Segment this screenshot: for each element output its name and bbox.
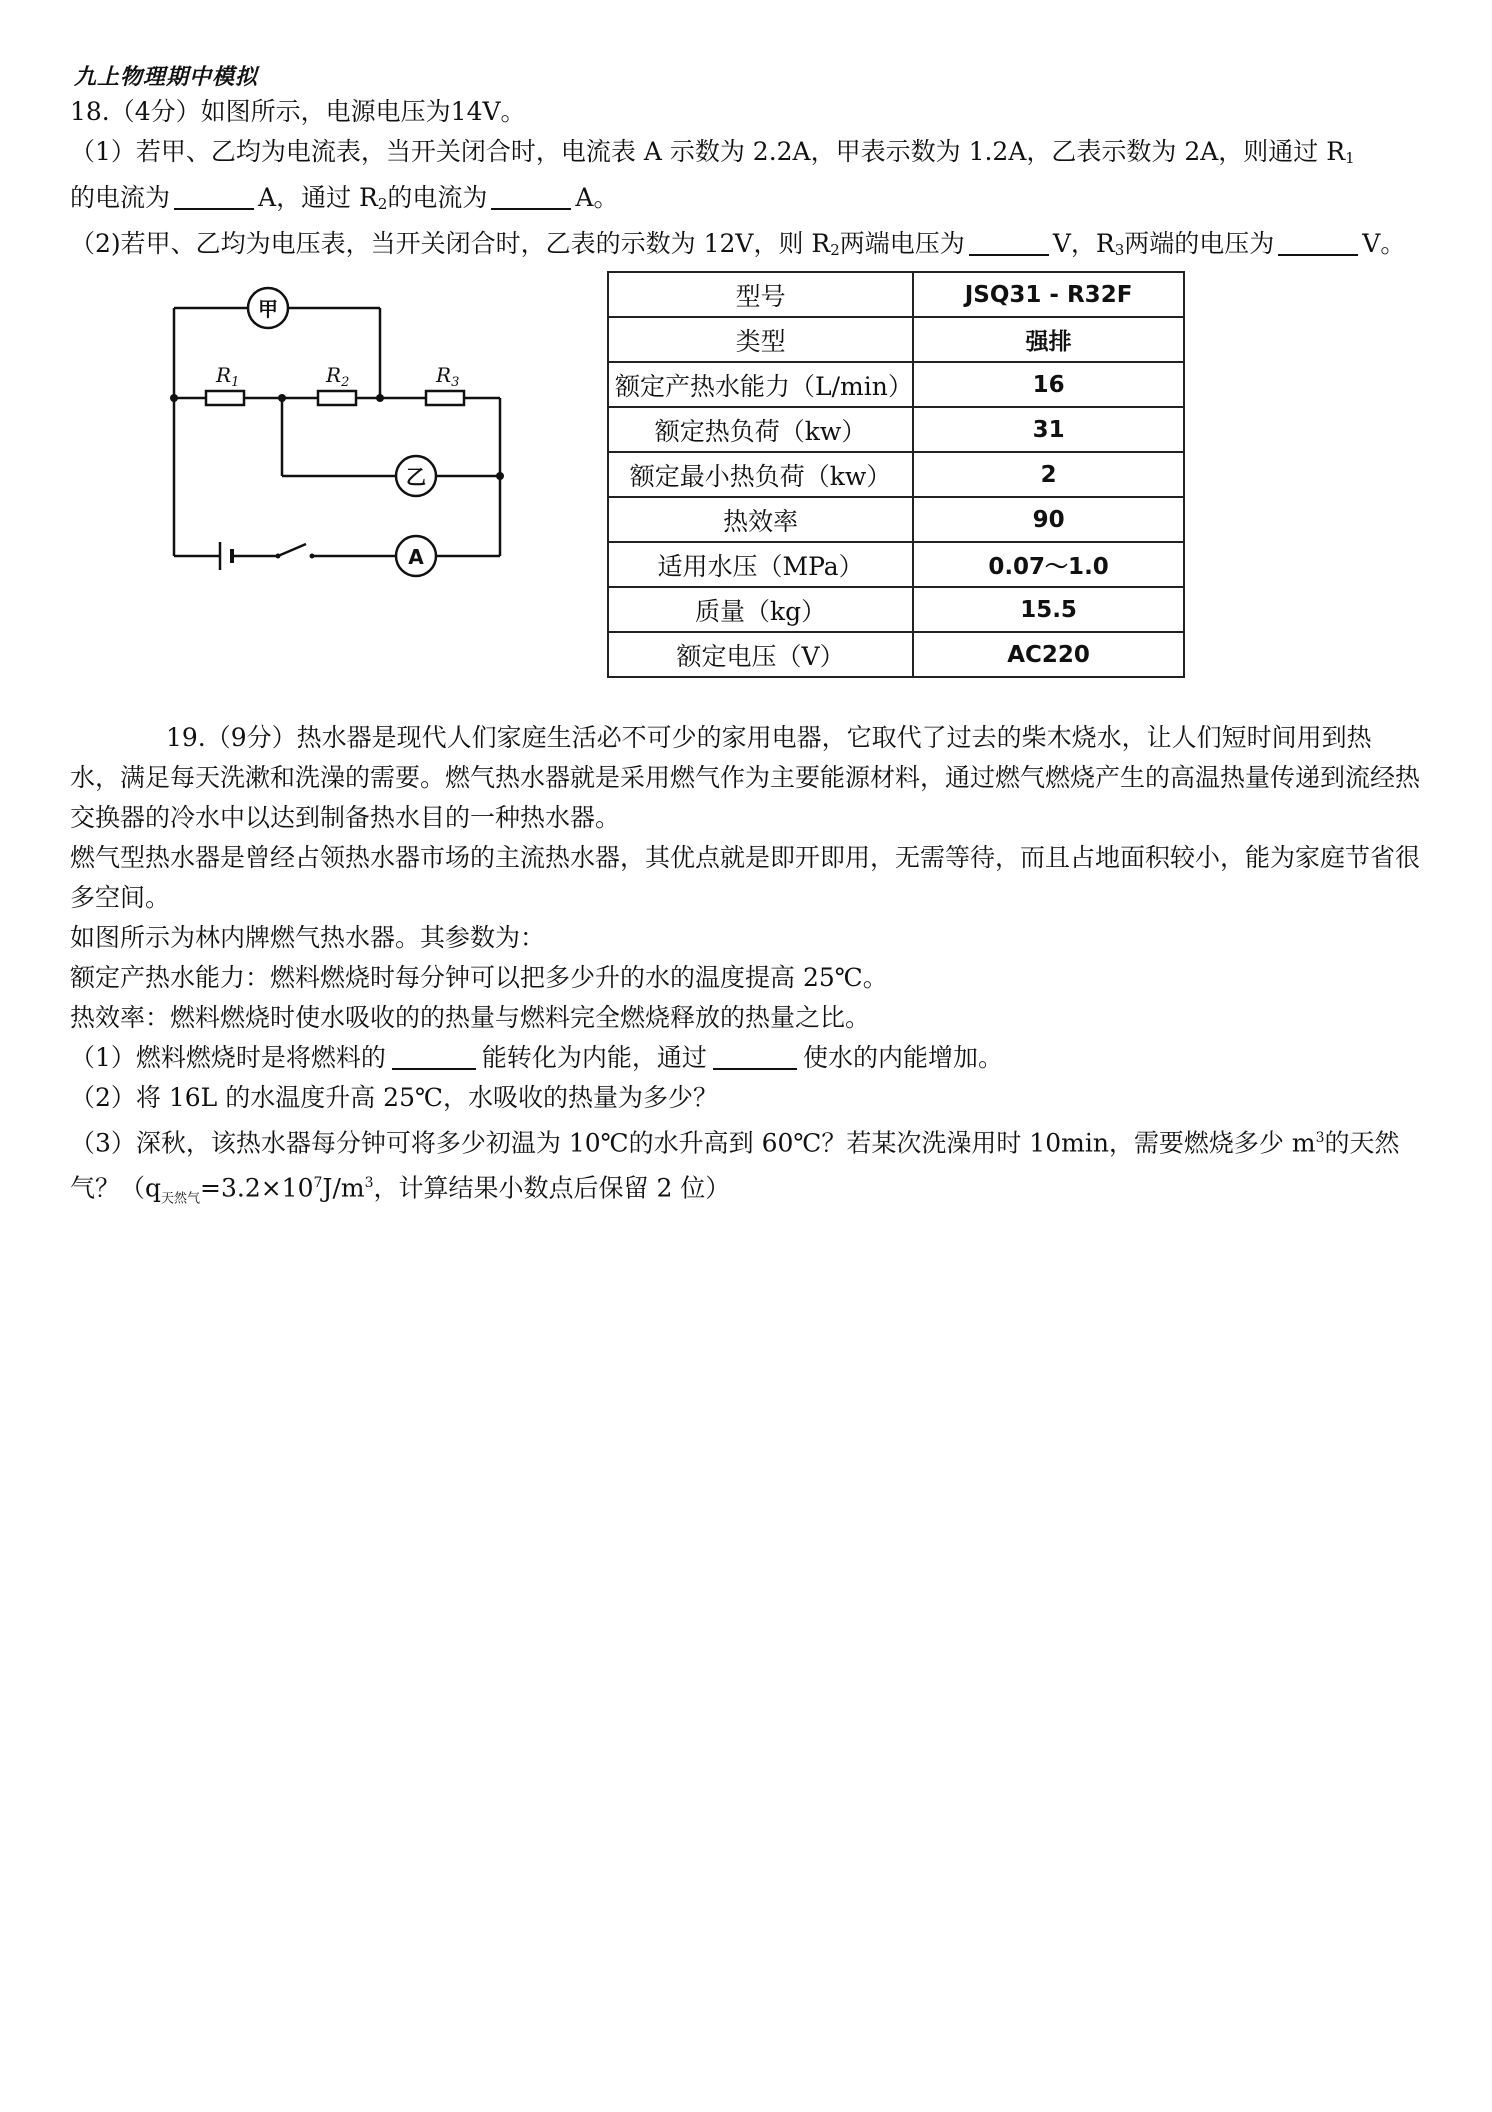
resistor-r1	[206, 391, 244, 405]
q19-para5: 热效率：燃料燃烧时使水吸收的的热量与燃料完全燃烧释放的热量之比。	[70, 1003, 871, 1032]
q19-item1-text-a: （1）燃料燃烧时是将燃料的	[70, 1043, 386, 1072]
q19-item3-sup: 3	[1315, 1130, 1325, 1146]
label-r1: R	[216, 363, 232, 387]
spec-row	[608, 272, 1184, 317]
label-r2-sub: 2	[341, 375, 350, 390]
q18-p1-text-c: A，通过 R	[258, 183, 378, 212]
meter-yi-label: 乙	[406, 465, 426, 489]
q19-blank-2[interactable]	[713, 1042, 797, 1070]
q19-para2: 燃气型热水器是曾经占领热水器市场的主流热水器，其优点就是即开即用，无需等待，而且占地面积较小，能为家庭节省很多空间。	[70, 843, 1421, 912]
svg-text:R1	[215, 363, 239, 390]
q18-part1-line2	[70, 178, 1430, 224]
junction-dot	[376, 394, 384, 402]
spec-key: 型号	[608, 272, 913, 317]
spec-key: 额定电压（V）	[608, 632, 913, 677]
q18-p1-text-b: 的电流为	[70, 183, 171, 212]
junction-dot	[278, 394, 286, 402]
q19-item3-text-b: 的天然气？（q	[70, 1128, 1400, 1203]
page-header: 九上物理期中模拟	[74, 65, 259, 90]
spec-value: 强排	[913, 317, 1184, 362]
spec-value: 15.5	[913, 587, 1184, 632]
question-18	[70, 92, 1430, 270]
label-r3-sub: 3	[451, 375, 460, 390]
q19-para3: 如图所示为林内牌燃气热水器。其参数为：	[70, 923, 546, 952]
q19-item3-text-e: ，计算结果小数点后保留 2 位）	[373, 1173, 731, 1203]
resistor-r2	[318, 391, 356, 405]
spec-row	[608, 632, 1184, 677]
spec-row	[608, 317, 1184, 362]
junction-dot	[170, 394, 178, 402]
q18-blank-3[interactable]	[969, 228, 1049, 256]
svg-text:R2	[325, 363, 349, 390]
spec-value: 31	[913, 407, 1184, 452]
spec-row	[608, 452, 1184, 497]
spec-row	[608, 542, 1184, 587]
q18-p2-sub-r3: 3	[1114, 241, 1125, 259]
svg-text:R3	[435, 363, 459, 390]
q19-item3-text-c: =3.2×10	[200, 1173, 314, 1203]
spec-row	[608, 407, 1184, 452]
spec-value: 90	[913, 497, 1184, 542]
meter-jia-label: 甲	[258, 297, 278, 321]
spec-table	[607, 271, 1185, 678]
spec-value: 2	[913, 452, 1184, 497]
q18-p2-text-e: V。	[1362, 229, 1406, 258]
q18-blank-4[interactable]	[1278, 228, 1358, 256]
q18-p1-text-a: （1）若甲、乙均为电流表，当开关闭合时，电流表 A 示数为 2.2A，甲表示数为 1.2A，乙表示数为 2A，则通过 R	[70, 137, 1346, 166]
spec-value: 16	[913, 362, 1184, 407]
spec-key: 质量（kg）	[608, 587, 913, 632]
q18-part2	[70, 224, 1430, 270]
q19-item3-text-d: J/m	[322, 1173, 365, 1203]
label-r1-sub: 1	[231, 375, 240, 390]
label-r2: R	[326, 363, 342, 387]
q19-item3-exp: 7	[313, 1175, 323, 1192]
q18-p2-text-a: （2)若甲、乙均为电压表，当开关闭合时，乙表的示数为 12V，则 R	[70, 229, 831, 258]
q18-blank-1[interactable]	[174, 182, 254, 210]
q19-para4: 额定产热水能力：燃料燃烧时每分钟可以把多少升的水的温度提高 25℃。	[70, 963, 888, 992]
resistor-r3	[426, 391, 464, 405]
spec-row	[608, 497, 1184, 542]
spec-key: 额定最小热负荷（kw）	[608, 452, 913, 497]
q18-p2-sub-r2: 2	[830, 241, 840, 259]
q19-item2: （2）将 16L 的水温度升高 25℃，水吸收的热量为多少？	[70, 1083, 718, 1112]
spec-key: 类型	[608, 317, 913, 362]
question-19	[70, 718, 1420, 1220]
q18-stem: 18.（4分）如图所示，电源电压为14V。	[70, 97, 526, 126]
q19-item3-text-a: （3）深秋，该热水器每分钟可将多少初温为 10℃的水升高到 60℃？若某次洗澡用时 10min，需要燃烧多少 m	[70, 1128, 1316, 1158]
q18-blank-2[interactable]	[491, 182, 571, 210]
spec-value: JSQ31 - R32F	[913, 272, 1184, 317]
spec-key: 适用水压（MPa）	[608, 542, 913, 587]
spec-value: 0.07～1.0	[913, 542, 1184, 587]
switch-icon	[276, 544, 315, 559]
spec-row	[608, 587, 1184, 632]
q18-p1-sub-r1: 1	[1345, 149, 1355, 167]
q18-p2-text-c: V，R	[1052, 229, 1115, 258]
q18-p2-text-b: 两端电压为	[839, 229, 965, 258]
q18-part1-line1	[70, 132, 1430, 178]
spec-value: AC220	[913, 632, 1184, 677]
spec-key: 热效率	[608, 497, 913, 542]
spec-key: 额定产热水能力（L/min）	[608, 362, 913, 407]
q18-p1-text-e: A。	[575, 183, 619, 212]
battery-icon	[216, 542, 236, 570]
q19-item3	[70, 1118, 1420, 1220]
q18-p1-sub-r2: 2	[377, 195, 388, 213]
spec-key: 额定热负荷（kw）	[608, 407, 913, 452]
q19-item1	[70, 1038, 1420, 1078]
q19-blank-1[interactable]	[392, 1042, 476, 1070]
spec-row	[608, 362, 1184, 407]
q19-item3-sub: 天然气	[161, 1191, 201, 1207]
q19-item1-text-b: 能转化为内能，通过	[481, 1043, 707, 1072]
ammeter-label: A	[408, 545, 424, 569]
q18-p2-text-d: 两端的电压为	[1124, 229, 1275, 258]
circuit-diagram	[160, 280, 520, 610]
junction-dot	[496, 472, 504, 480]
label-r3: R	[436, 363, 452, 387]
q19-intro: 19.（9分）热水器是现代人们家庭生活必不可少的家用电器，它取代了过去的柴木烧水，让人们短时间用到热水，满足每天洗漱和洗澡的需要。燃气热水器就是采用燃气作为主要能源材料，通过燃气燃烧产生的高温热量传递到流经热交换器的冷水中以达到制备热水目的一种热水器。	[70, 723, 1421, 832]
q19-item3-exp2: 3	[364, 1175, 374, 1192]
q18-p1-text-d: 的电流为	[387, 183, 488, 212]
q19-item1-text-c: 使水的内能增加。	[802, 1043, 1003, 1072]
